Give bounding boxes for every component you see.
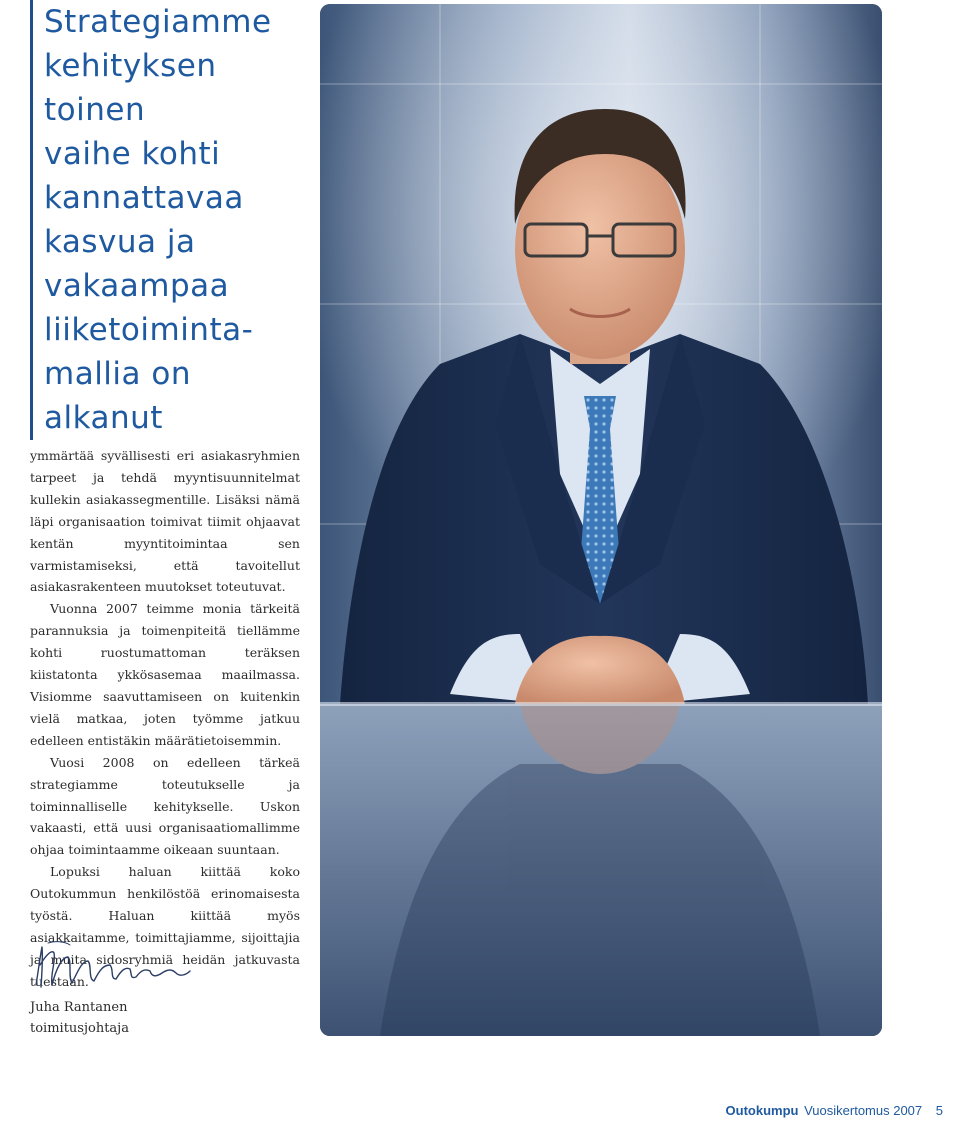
signer-title: toimitusjohtaja (30, 1021, 129, 1036)
paragraph: Lopuksi haluan kiittää koko Outokummun henkilöstöä erinomaisesta työstä. Haluan kiittää myös asiakkaitamme, toimittajiamme, sijoittajia ja muita sidosryhmiä heidän jatkuvasta tuestaan. (30, 864, 300, 989)
headline-line: mallia on (44, 356, 191, 392)
body-text (30, 445, 300, 993)
page-footer (726, 1103, 943, 1118)
headline-line: vaihe kohti (44, 136, 221, 172)
headline-line: Strategiamme (44, 4, 272, 40)
headline-line: kasvua ja (44, 224, 196, 260)
headline (30, 0, 319, 440)
headline-line: toinen (44, 92, 146, 128)
paragraph: Vuonna 2007 teimme monia tärkeitä parannuksia ja toimenpiteitä tiellämme kohti ruostumattoman teräksen kiistatonta ykkösasemaa maailmassa. Visiomme saavuttamiseen on kuitenkin vielä matkaa, joten työmme jatkuu edelleen entistäkin määrätietoisemmin. (30, 601, 300, 748)
signer-name: Juha Rantanen (30, 1000, 128, 1015)
publication-title: Vuosikertomus 2007 (804, 1103, 923, 1118)
headline-line: vakaampaa (44, 268, 230, 304)
headline-line: alkanut (44, 400, 163, 436)
headline-line: kehityksen (44, 48, 217, 84)
brand-name: Outokumpu (725, 1103, 799, 1118)
portrait-photo (320, 4, 882, 1036)
page-number: 5 (935, 1103, 943, 1118)
headline-line: kannattavaa (44, 180, 244, 216)
paragraph: ymmärtää syvällisesti eri asiakasryhmien tarpeet ja tehdä myyntisuunnitelmat kullekin asiakassegmentille. Lisäksi nämä läpi organisaation toimivat tiimit ohjaavat kentän myyntitoimintaa sen varmistamiseksi, että tavoitellut asiakasrakenteen muutokset toteutuvat. (30, 448, 300, 595)
headline-line: liiketoiminta- (44, 312, 254, 348)
paragraph: Vuosi 2008 on edelleen tärkeä strategiamme toteutukselle ja toiminnalliselle kehitykselle. Uskon vakaasti, että uusi organisaatiomallimme ohjaa toimintaamme oikeaan suuntaan. (30, 754, 300, 858)
handwritten-signature (30, 935, 200, 995)
